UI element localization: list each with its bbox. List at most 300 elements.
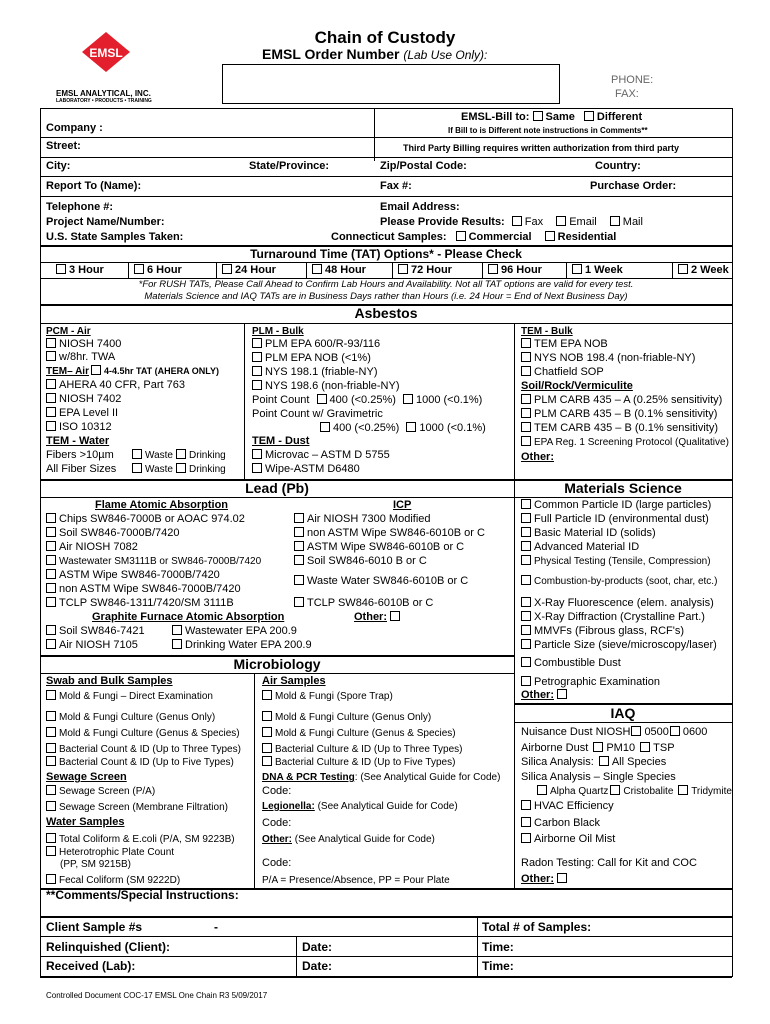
company-field-label[interactable]: Company :	[46, 122, 103, 134]
label: Drinking Water EPA 200.9	[185, 639, 312, 651]
tat-checkbox[interactable]	[134, 264, 144, 274]
cristobalite-label: Cristobalite	[623, 786, 674, 797]
waste-checkbox[interactable]	[132, 449, 142, 459]
project-field-label[interactable]: Project Name/Number:	[46, 216, 165, 228]
tat-checkbox[interactable]	[488, 264, 498, 274]
label: Basic Material ID (solids)	[534, 527, 656, 539]
results-email-checkbox[interactable]	[556, 216, 566, 226]
label: Physical Testing (Tensile, Compression)	[534, 556, 711, 567]
icp-heading: ICP	[393, 499, 412, 511]
checkbox[interactable]	[252, 449, 262, 459]
checkbox[interactable]	[46, 393, 56, 403]
comments-field-label[interactable]: **Comments/Special Instructions:	[46, 888, 239, 902]
iaq-airborne-dust	[521, 742, 675, 755]
icp-tclp	[294, 597, 433, 610]
checkbox[interactable]	[46, 846, 56, 856]
ct-residential-label: Residential	[557, 231, 617, 243]
materials-item	[521, 541, 639, 554]
checkbox[interactable]	[521, 394, 531, 404]
email-field-label[interactable]: Email Address:	[380, 201, 460, 213]
tat-checkbox[interactable]	[56, 264, 66, 274]
po-field-label[interactable]: Purchase Order:	[590, 180, 677, 192]
drinking-checkbox[interactable]	[176, 463, 186, 473]
city-field-label[interactable]: City:	[46, 160, 71, 172]
checkbox[interactable]	[46, 833, 56, 843]
street-field-label[interactable]: Street:	[46, 140, 81, 152]
water-hpc-note: (PP, SM 9215B)	[60, 859, 131, 870]
gfaa-air	[46, 639, 138, 652]
soil-tem-b	[521, 422, 718, 435]
label: w/8hr. TWA	[59, 351, 116, 363]
tat-divider	[392, 262, 393, 278]
checkbox[interactable]	[294, 597, 304, 607]
label: Combustion-by-products (soot, char, etc.)	[534, 576, 718, 587]
received-date-label[interactable]: Date:	[302, 959, 333, 973]
tat-note-1: *For RUSH TATs, Please Call Ahead to Confirm Lab Hours and Availability. Not all TAT options are valid for every test.	[138, 279, 634, 290]
checkbox[interactable]	[46, 569, 56, 579]
checkbox[interactable]	[262, 743, 272, 753]
label: Sewage Screen (P/A)	[59, 786, 156, 797]
micro-other-label: Other:	[262, 834, 292, 845]
sewage-heading: Sewage Screen	[46, 771, 127, 783]
label: Chatfield SOP	[534, 366, 604, 378]
label: Bacterial Culture & ID (Up to Five Types)	[275, 757, 456, 768]
checkbox[interactable]	[521, 597, 531, 607]
iaq-silica	[521, 756, 666, 769]
pcm-twa	[46, 351, 115, 364]
checkbox[interactable]	[521, 422, 531, 432]
label: Fecal Coliform (SM 9222D)	[59, 875, 181, 886]
checkbox[interactable]	[262, 727, 272, 737]
all-species-checkbox[interactable]	[599, 756, 609, 766]
iaq-title: IAQ	[610, 705, 636, 721]
tem-water-all-fibers	[46, 463, 226, 476]
tat-title: Turnaround Time (TAT) Options* - Please Check	[250, 247, 522, 261]
tsp-checkbox[interactable]	[640, 742, 650, 752]
relinquished-field-label[interactable]: Relinquished (Client):	[46, 940, 170, 954]
tat-divider	[482, 262, 483, 278]
total-samples-field-label[interactable]: Total # of Samples:	[482, 920, 592, 934]
nd-0600-checkbox[interactable]	[670, 726, 680, 736]
label: NYS 198.1 (friable-NY)	[265, 366, 378, 378]
label: PLM CARB 435 – A (0.25% sensitivity)	[534, 394, 723, 406]
tat-label: 6 Hour	[147, 264, 182, 276]
checkbox[interactable]	[521, 676, 531, 686]
tat-checkbox[interactable]	[312, 264, 322, 274]
label: Silica Analysis:	[521, 756, 594, 768]
checkbox[interactable]	[262, 756, 272, 766]
tat-option[interactable]	[572, 264, 623, 277]
tat-option[interactable]	[398, 264, 452, 277]
state-field-label[interactable]: State/Province:	[249, 160, 330, 172]
results-fax-checkbox[interactable]	[512, 216, 522, 226]
label: ASTM Wipe SW846-6010B or C	[307, 541, 465, 553]
materials-other	[521, 689, 570, 702]
label: Air NIOSH 7105	[59, 639, 138, 651]
received-field-label[interactable]: Received (Lab):	[46, 959, 136, 973]
checkbox[interactable]	[46, 541, 56, 551]
label: Particle Size (sieve/microscopy/laser)	[534, 639, 717, 651]
client-sample-dash: -	[214, 920, 218, 934]
alpha-quartz-label: Alpha Quartz	[550, 786, 609, 797]
icp-waste-water	[294, 575, 468, 588]
tem-water-heading: TEM - Water	[46, 435, 110, 447]
water-heading: Water Samples	[46, 816, 125, 828]
alpha-quartz-checkbox[interactable]	[537, 785, 547, 795]
label: NIOSH 7400	[59, 338, 122, 350]
relinquished-date-label[interactable]: Date:	[302, 940, 333, 954]
materials-item	[521, 639, 717, 652]
checkbox[interactable]	[46, 527, 56, 537]
label: X-Ray Diffraction (Crystalline Part.)	[534, 611, 705, 623]
tat-label: 2 Week	[691, 264, 729, 276]
checkbox[interactable]	[521, 555, 531, 565]
label: Air NIOSH 7082	[59, 541, 138, 553]
lead-other-checkbox[interactable]	[390, 611, 400, 621]
soil-heading: Soil/Rock/Vermiculite	[521, 380, 633, 392]
label: All Fiber Sizes	[46, 463, 117, 475]
label: Bacterial Culture & ID (Up to Three Types)	[275, 744, 463, 755]
checkbox[interactable]	[521, 499, 531, 509]
tem-bulk-epa-nob	[521, 338, 608, 351]
icp-soil	[294, 555, 427, 568]
bill-same-label: Same	[545, 111, 575, 123]
checkbox[interactable]	[521, 541, 531, 551]
iaq-silica-single: Silica Analysis – Single Species	[521, 771, 676, 783]
dna-note: : (See Analytical Guide for Code)	[354, 772, 501, 783]
label: Advanced Material ID	[534, 541, 640, 553]
materials-item	[521, 527, 656, 540]
tat-option[interactable]	[678, 264, 729, 277]
checkbox[interactable]	[294, 575, 304, 585]
order-number-field[interactable]	[222, 64, 560, 104]
label: PLM EPA NOB (<1%)	[265, 352, 371, 364]
results-mail-checkbox[interactable]	[610, 216, 620, 226]
tem-air-label: TEM– Air	[46, 366, 89, 377]
checkbox[interactable]	[521, 408, 531, 418]
label: Mold & Fungi – Direct Examination	[59, 691, 213, 702]
tat-option[interactable]	[222, 264, 276, 277]
client-sample-field-label[interactable]: Client Sample #s	[46, 920, 143, 934]
label: PLM CARB 435 – B (0.1% sensitivity)	[534, 408, 718, 420]
bill-to-row	[461, 111, 642, 124]
tat-option[interactable]	[488, 264, 542, 277]
fax-label: FAX:	[615, 88, 639, 100]
plm-epa-600	[252, 338, 380, 351]
plm-epa-nob	[252, 352, 371, 365]
results-label: Please Provide Results:	[380, 216, 505, 228]
faa-wastewater	[46, 555, 261, 568]
plm-nys-198-1	[252, 366, 378, 379]
tem-air-tat-label: 4-4.5hr TAT (AHERA ONLY)	[103, 366, 219, 376]
dna-code-field[interactable]: Code:	[262, 785, 292, 797]
checkbox[interactable]	[521, 611, 531, 621]
checkbox[interactable]	[172, 625, 182, 635]
faa-chips	[46, 513, 245, 526]
label: EPA Level II	[59, 407, 119, 419]
label: Microvac – ASTM D 5755	[265, 449, 390, 461]
lead-other	[354, 611, 403, 624]
checkbox[interactable]	[521, 657, 531, 667]
checkbox[interactable]	[252, 338, 262, 348]
checkbox[interactable]	[46, 421, 56, 431]
results-fax-label: Fax	[524, 216, 544, 228]
tat-label: 72 Hour	[411, 264, 452, 276]
checkbox[interactable]	[521, 366, 531, 376]
gfaa-soil	[46, 625, 145, 638]
tat-checkbox[interactable]	[572, 264, 582, 274]
ct-commercial-checkbox[interactable]	[456, 231, 466, 241]
label: AHERA 40 CFR, Part 763	[59, 379, 185, 391]
checkbox[interactable]	[521, 527, 531, 537]
checkbox[interactable]	[294, 527, 304, 537]
label: Chips SW846-7000B or AOAC 974.02	[59, 513, 245, 525]
faa-air	[46, 541, 138, 554]
checkbox[interactable]	[46, 756, 56, 766]
checkbox[interactable]	[294, 555, 304, 565]
label: Full Particle ID (environmental dust)	[534, 513, 709, 525]
gfaa-drinking-water	[172, 639, 312, 652]
checkbox[interactable]	[46, 639, 56, 649]
lead-other-label: Other:	[354, 611, 387, 623]
received-time-label[interactable]: Time:	[482, 959, 514, 973]
lead-title: Lead (Pb)	[245, 480, 309, 496]
pcg-400-checkbox[interactable]	[320, 422, 330, 432]
checkbox[interactable]	[521, 338, 531, 348]
label: Soil SW846-7000B/7420	[59, 527, 180, 539]
materials-item	[521, 597, 714, 610]
checkbox[interactable]	[46, 625, 56, 635]
checkbox[interactable]	[521, 513, 531, 523]
label: Combustible Dust	[534, 657, 621, 669]
drinking-checkbox[interactable]	[176, 449, 186, 459]
label: Mold & Fungi Culture (Genus & Species)	[275, 728, 456, 739]
third-party-note: Third Party Billing requires written authorization from third party	[403, 143, 680, 153]
water-coliform	[46, 833, 235, 846]
waste-label: Waste	[145, 450, 173, 461]
checkbox[interactable]	[252, 366, 262, 376]
checkbox[interactable]	[172, 639, 182, 649]
tat-options	[40, 262, 732, 278]
iaq-other-checkbox[interactable]	[557, 873, 567, 883]
air-spore	[262, 690, 393, 703]
label: TCLP SW846-1311/7420/SM 3111B	[59, 597, 234, 609]
checkbox[interactable]	[521, 625, 531, 635]
checkbox[interactable]	[262, 711, 272, 721]
plm-bulk-heading: PLM - Bulk	[252, 326, 304, 337]
tat-checkbox[interactable]	[678, 264, 688, 274]
point-count	[252, 394, 482, 407]
icp-astm-wipe	[294, 541, 464, 554]
dna-label: DNA & PCR Testing	[262, 772, 355, 783]
checkbox[interactable]	[252, 380, 262, 390]
checkbox[interactable]	[252, 352, 262, 362]
tat-divider	[128, 262, 129, 278]
tat-divider	[306, 262, 307, 278]
checkbox[interactable]	[46, 338, 56, 348]
checkbox[interactable]	[46, 597, 56, 607]
micro-other-code-field[interactable]: Code:	[262, 857, 292, 869]
checkbox[interactable]	[46, 407, 56, 417]
order-note: (Lab Use Only):	[403, 48, 488, 62]
bill-to-label: EMSL-Bill to:	[461, 111, 530, 123]
tem-dust-wipe	[252, 463, 360, 476]
checkbox[interactable]	[46, 743, 56, 753]
page-title: Chain of Custody	[314, 28, 456, 47]
tridymite-label: Tridymite	[691, 786, 732, 797]
checkbox[interactable]	[46, 351, 56, 361]
swab-heading: Swab and Bulk Samples	[46, 675, 173, 687]
bill-note: If Bill to is Different note instructions in Comments**	[448, 126, 648, 135]
country-field-label[interactable]: Country:	[595, 160, 641, 172]
faa-tclp	[46, 597, 234, 610]
iaq-oil	[521, 833, 615, 846]
pc-1000-label: 1000 (<0.1%)	[415, 394, 483, 406]
iaq-radon: Radon Testing: Call for Kit and COC	[521, 857, 697, 869]
label: non ASTM Wipe SW846-6010B or C	[307, 527, 485, 539]
checkbox[interactable]	[46, 727, 56, 737]
label: Point Count	[252, 394, 310, 406]
label: NYS 198.6 (non-friable-NY)	[265, 380, 400, 392]
iaq-nuisance-dust	[521, 726, 707, 739]
pc-1000-checkbox[interactable]	[403, 394, 413, 404]
gfaa-wastewater	[172, 625, 297, 638]
label: Sewage Screen (Membrane Filtration)	[59, 802, 228, 813]
fax-field-label[interactable]: Fax #:	[380, 180, 412, 192]
checkbox[interactable]	[46, 801, 56, 811]
label: Total Coliform & E.coli (P/A, SM 9223B)	[59, 834, 235, 845]
iaq-silica-species	[537, 785, 732, 798]
materials-other-checkbox[interactable]	[557, 689, 567, 699]
checkbox[interactable]	[46, 711, 56, 721]
tem-air-heading	[46, 365, 219, 378]
checkbox[interactable]	[521, 352, 531, 362]
checkbox[interactable]	[262, 690, 272, 700]
materials-item	[521, 676, 660, 689]
checkbox[interactable]	[521, 817, 531, 827]
air-genus-species	[262, 727, 456, 740]
label: Bacterial Count & ID (Up to Five Types)	[59, 757, 234, 768]
checkbox[interactable]	[46, 513, 56, 523]
telephone-field-label[interactable]: Telephone #:	[46, 201, 114, 213]
checkbox[interactable]	[46, 555, 56, 565]
checkbox[interactable]	[521, 575, 531, 585]
label: Airborne Oil Mist	[534, 833, 616, 845]
nd-0600-label: 0600	[682, 726, 708, 738]
label: TCLP SW846-6010B or C	[307, 597, 434, 609]
swab-direct	[46, 690, 213, 703]
label: Airborne Dust	[521, 742, 589, 754]
label: Waste Water SW846-6010B or C	[307, 575, 469, 587]
tat-checkbox[interactable]	[222, 264, 232, 274]
tat-option[interactable]	[134, 264, 182, 277]
tat-label: 96 Hour	[501, 264, 542, 276]
nd-0500-checkbox[interactable]	[631, 726, 641, 736]
checkbox[interactable]	[46, 874, 56, 884]
icp-non-astm-wipe	[294, 527, 485, 540]
tat-option[interactable]	[312, 264, 366, 277]
label: Mold & Fungi Culture (Genus & Species)	[59, 728, 240, 739]
dna-row	[262, 771, 500, 784]
micro-other-row	[262, 833, 435, 846]
sewage-pa	[46, 785, 155, 798]
label: Carbon Black	[534, 817, 601, 829]
micro-abbrev-note: P/A = Presence/Absence, PP = Pour Plate	[262, 875, 450, 886]
label: HVAC Efficiency	[534, 800, 614, 812]
pcg-400-label: 400 (<0.25%)	[333, 422, 400, 434]
checkbox[interactable]	[521, 800, 531, 810]
controlled-document-note: Controlled Document COC-17 EMSL One Chain R3 5/09/2017	[46, 991, 268, 1000]
pm10-checkbox[interactable]	[593, 742, 603, 752]
zip-field-label[interactable]: Zip/Postal Code:	[380, 160, 467, 172]
tem-niosh-7402	[46, 393, 121, 406]
tem-dust-microvac	[252, 449, 390, 462]
checkbox[interactable]	[46, 785, 56, 795]
ct-residential-checkbox[interactable]	[545, 231, 555, 241]
relinquished-time-label[interactable]: Time:	[482, 940, 514, 954]
tat-option[interactable]	[56, 264, 104, 277]
bill-different-checkbox[interactable]	[584, 111, 594, 121]
report-to-field-label[interactable]: Report To (Name):	[46, 180, 142, 192]
ct-samples-row	[331, 231, 616, 244]
tem-epa-level-2	[46, 407, 118, 420]
bill-same-checkbox[interactable]	[533, 111, 543, 121]
label: Soil SW846-7421	[59, 625, 145, 637]
tem-air-tat-checkbox[interactable]	[91, 365, 101, 375]
micro-other-note: (See Analytical Guide for Code)	[292, 834, 435, 845]
legionella-label: Legionella:	[262, 801, 315, 812]
company-tagline: LABORATORY • PRODUCTS • TRAINING	[56, 98, 152, 104]
checkbox[interactable]	[46, 583, 56, 593]
checkbox[interactable]	[46, 379, 56, 389]
waste-label: Waste	[145, 464, 173, 475]
label: Nuisance Dust NIOSH	[521, 726, 631, 738]
checkbox[interactable]	[252, 463, 262, 473]
legionella-row	[262, 800, 458, 813]
label: NIOSH 7402	[59, 393, 122, 405]
pcg-1000-checkbox[interactable]	[406, 422, 416, 432]
checkbox[interactable]	[521, 639, 531, 649]
checkbox[interactable]	[521, 833, 531, 843]
asbestos-other[interactable]: Other:	[521, 451, 554, 463]
order-number-label	[262, 46, 487, 62]
legionella-code-field[interactable]: Code:	[262, 817, 292, 829]
materials-item	[521, 575, 717, 588]
results-email-label: Email	[569, 216, 597, 228]
checkbox[interactable]	[294, 513, 304, 523]
label: Soil SW846-6010 B or C	[307, 555, 427, 567]
materials-title: Materials Science	[564, 480, 682, 496]
materials-item	[521, 499, 711, 512]
swab-genus	[46, 711, 215, 724]
tat-label: 1 Week	[585, 264, 623, 276]
waste-checkbox[interactable]	[132, 463, 142, 473]
cristobalite-checkbox[interactable]	[610, 785, 620, 795]
checkbox[interactable]	[521, 436, 531, 446]
checkbox[interactable]	[46, 690, 56, 700]
point-count-grav: Point Count w/ Gravimetric	[252, 408, 383, 420]
materials-item	[521, 555, 711, 568]
faa-heading: Flame Atomic Absorption	[95, 499, 229, 511]
checkbox[interactable]	[294, 541, 304, 551]
tridymite-checkbox[interactable]	[678, 785, 688, 795]
label: MMVFs (Fibrous glass, RCF's)	[534, 625, 684, 637]
state-samples-field-label[interactable]: U.S. State Samples Taken:	[46, 231, 184, 243]
pc-400-checkbox[interactable]	[317, 394, 327, 404]
materials-item	[521, 625, 684, 638]
tat-checkbox[interactable]	[398, 264, 408, 274]
tat-divider	[216, 262, 217, 278]
